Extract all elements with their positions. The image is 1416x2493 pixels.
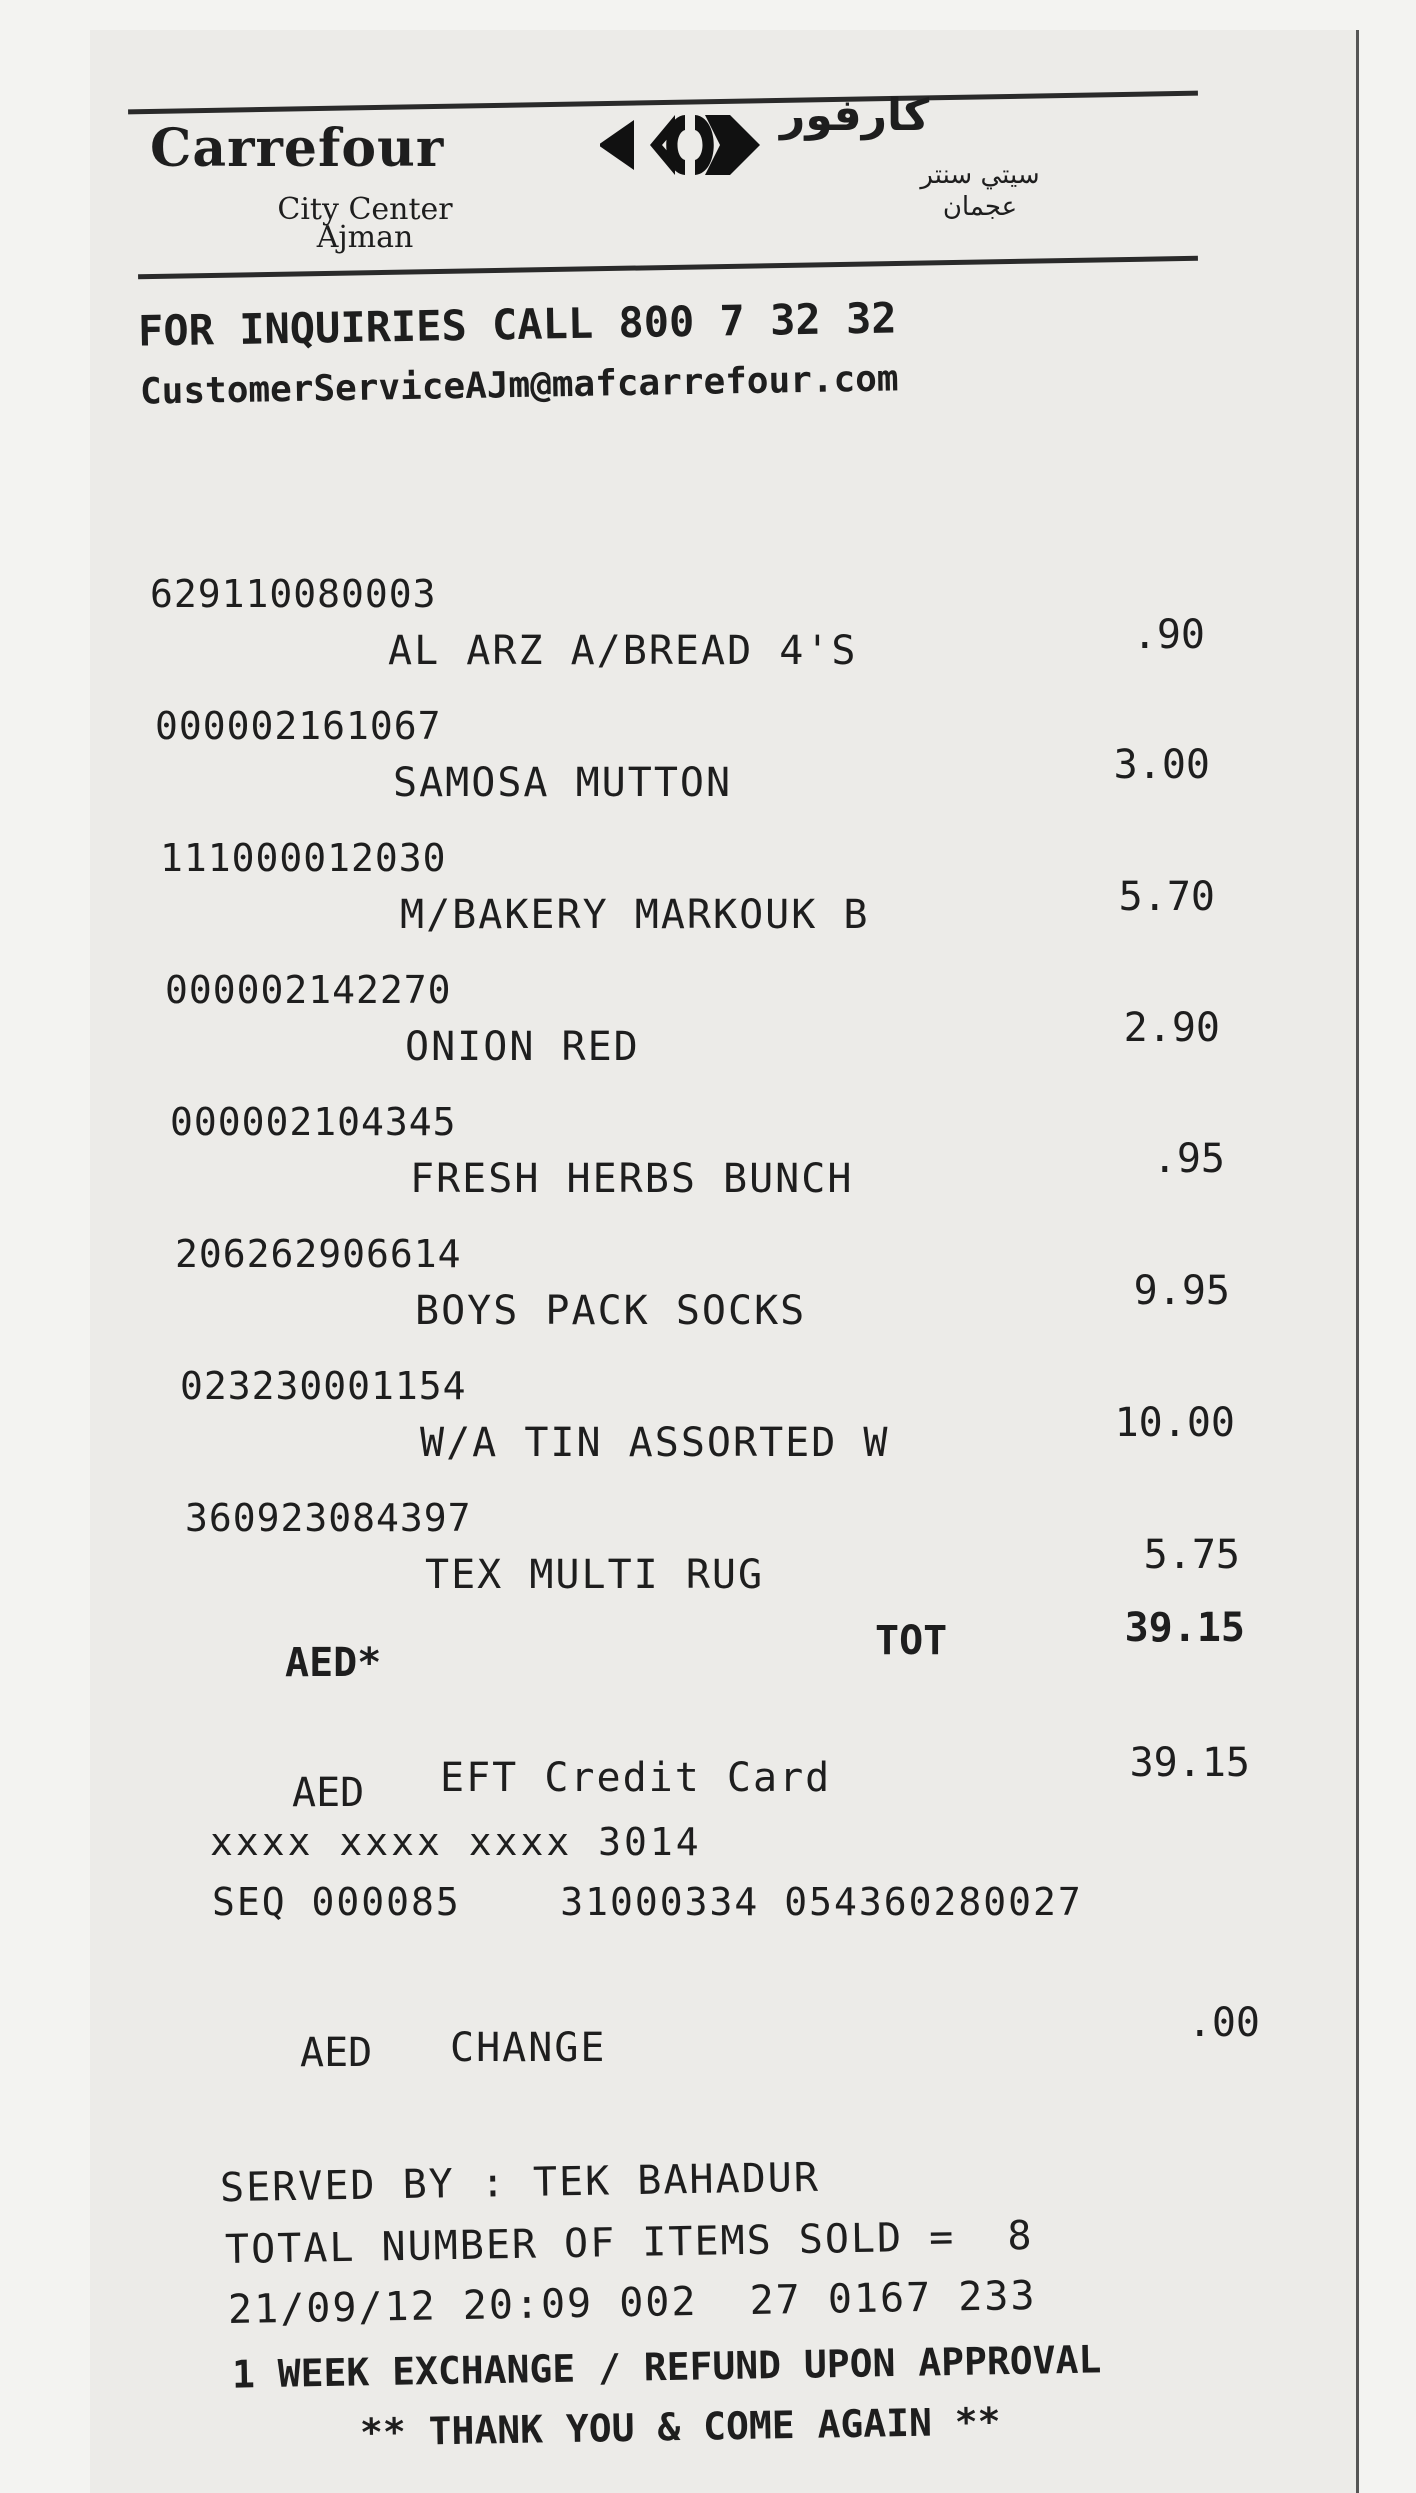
item-price: 10.00	[1114, 1400, 1235, 1446]
served-by: SERVED BY : TEK BAHADUR	[219, 2154, 821, 2212]
item-code: 629110080003	[150, 572, 437, 616]
change-label: CHANGE	[450, 2025, 607, 2071]
branch-arabic-line-1: سيتي سنتر	[920, 160, 1040, 190]
item-desc: SAMOSA MUTTON	[393, 760, 733, 806]
payment-method: EFT Credit Card	[440, 1755, 832, 1801]
change-currency: AED	[300, 2030, 373, 2076]
item-desc: TEX MULTI RUG	[425, 1552, 765, 1598]
date-time-line: 21/09/12 20:09 002 27 0167 233	[227, 2272, 1037, 2334]
policy-line: 1 WEEK EXCHANGE / REFUND UPON APPROVAL	[231, 2337, 1102, 2397]
brand-name: Carrefour	[150, 118, 445, 179]
branch-arabic-line-2: عجمان	[942, 192, 1018, 222]
sequence-line: SEQ 000085 31000334 054360280027	[212, 1880, 1083, 1924]
item-price: 2.90	[1123, 1005, 1220, 1051]
item-code: 360923084397	[185, 1496, 472, 1540]
total-label: TOT	[875, 1618, 948, 1664]
item-price: .95	[1152, 1136, 1225, 1182]
item-price: 9.95	[1133, 1268, 1230, 1314]
item-desc: AL ARZ A/BREAD 4'S	[388, 628, 858, 674]
item-price: 5.70	[1118, 874, 1215, 920]
branch-line-1: City Center	[277, 192, 453, 227]
item-code: 000002104345	[170, 1100, 457, 1144]
payment-currency: AED	[292, 1770, 365, 1816]
total-amount: 39.15	[1124, 1605, 1245, 1651]
item-code: 000002161067	[155, 704, 442, 748]
carrefour-logo-icon	[600, 105, 770, 189]
card-number: xxxx xxxx xxxx 3014	[210, 1820, 702, 1864]
brand-name-arabic: كارفور	[780, 90, 930, 141]
item-desc: M/BAKERY MARKOUK B	[400, 892, 870, 938]
branch-line-2: Ajman	[316, 220, 414, 255]
total-currency: AED*	[285, 1640, 382, 1686]
items-sold: TOTAL NUMBER OF ITEMS SOLD = 8	[224, 2212, 1034, 2274]
item-desc: W/A TIN ASSORTED W	[420, 1420, 890, 1466]
item-code: 111000012030	[160, 836, 447, 880]
email-line: CustomerServiceAJm@mafcarrefour.com	[139, 358, 899, 413]
item-code: 206262906614	[175, 1232, 462, 1276]
inquiries-line: FOR INQUIRIES CALL 800 7 32 32	[137, 293, 897, 356]
item-desc: ONION RED	[405, 1024, 640, 1070]
item-code: 023230001154	[180, 1364, 467, 1408]
item-price: 5.75	[1143, 1532, 1240, 1578]
item-price: 3.00	[1113, 742, 1210, 788]
item-desc: BOYS PACK SOCKS	[415, 1288, 807, 1334]
item-price: .90	[1132, 612, 1205, 658]
payment-amount: 39.15	[1129, 1740, 1250, 1786]
item-desc: FRESH HERBS BUNCH	[410, 1156, 854, 1202]
thank-you-line: ** THANK YOU & COME AGAIN **	[359, 2399, 1001, 2455]
change-amount: .00	[1187, 2000, 1260, 2046]
item-code: 000002142270	[165, 968, 452, 1012]
